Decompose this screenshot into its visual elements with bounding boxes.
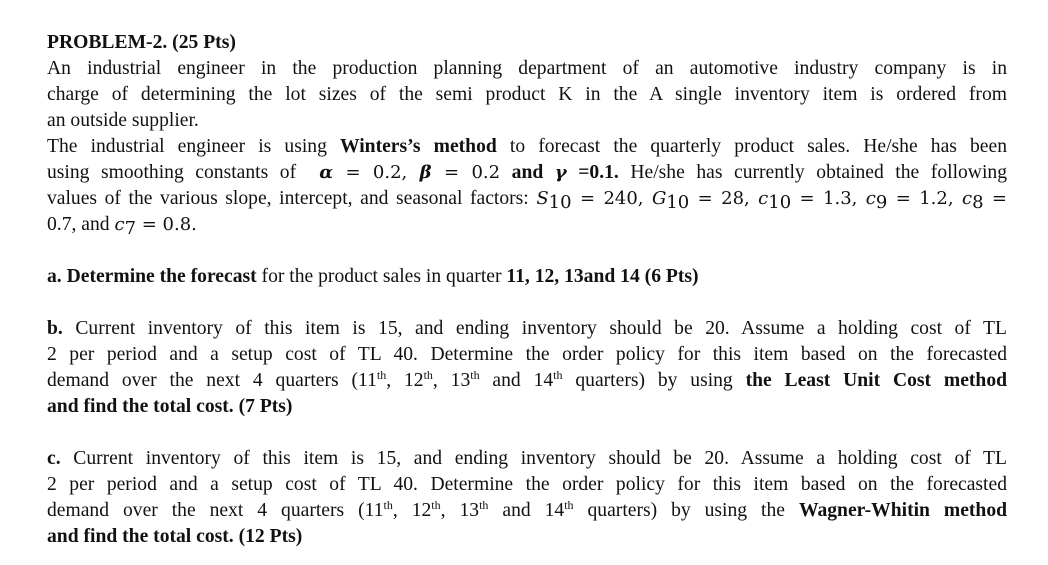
th-superscript: th [470, 368, 480, 382]
part-a [47, 264, 1007, 290]
c7-value: = 0.8. [136, 214, 197, 235]
part-c-label: c. [47, 448, 61, 469]
part-a-text: for the product sales in quarter [256, 266, 507, 287]
part-b-q12: , 12 [386, 370, 424, 391]
c9-symbol: c [865, 188, 876, 209]
least-unit-cost-bold: the Least Unit Cost method [745, 370, 1008, 391]
intro-line-4 [47, 134, 1007, 160]
c9-value: = 1.2, [887, 188, 962, 209]
problem-title-text: PROBLEM-2. (25 Pts) [47, 32, 236, 53]
part-c-line-2: 2 per period and a setup cost of TL 40. Determine the order policy for this item based on the forecasted [47, 474, 1007, 495]
th-superscript: th [553, 368, 563, 382]
c8-value: = [983, 188, 1008, 209]
part-b-line-4 [47, 394, 1007, 420]
spacer [47, 290, 1007, 316]
beta-value: = 0.2 [431, 162, 501, 183]
part-b-l1: Current inventory of this item is 15, and ending inventory should be 20. Assume a holding cost of TL [62, 318, 1007, 339]
gamma-value: =0.1. [566, 162, 619, 183]
spacer [47, 420, 1007, 446]
intro-l4-rest: to forecast the quarterly product sales. He/she has been [496, 136, 1007, 157]
g-value: = 28, [689, 188, 759, 209]
part-b-l3b: quarters) by using [562, 370, 746, 391]
th-superscript: th [564, 498, 574, 512]
part-b-label: b. [47, 318, 63, 339]
part-a-quarters: 11, 12, 13and 14 (6 Pts) [506, 266, 699, 287]
and-bold: and [500, 162, 555, 183]
c10-subscript: 10 [768, 192, 792, 213]
th-superscript: th [431, 498, 441, 512]
part-b-l3a: demand over the next 4 quarters (11 [47, 370, 377, 391]
g-symbol: G [651, 188, 667, 209]
intro-l7-text: 0.7, and [47, 214, 115, 235]
gamma-symbol: γ [554, 162, 567, 183]
part-b-line-3 [47, 368, 1007, 394]
part-c-line-3 [47, 498, 1007, 524]
part-b-q14: and 14 [479, 370, 554, 391]
s-subscript: 10 [548, 192, 572, 213]
winters-method-bold: Winters’s method [339, 136, 497, 157]
c7-subscript: 7 [124, 218, 137, 239]
spacer [47, 238, 1007, 264]
s-value: = 240, [571, 188, 652, 209]
part-a-label: a. [47, 266, 62, 287]
problem-document [47, 30, 1007, 550]
c8-subscript: 8 [972, 192, 984, 213]
problem-title [47, 30, 1007, 56]
part-b-l4: and find the total cost. (7 Pts) [47, 396, 293, 417]
part-c-l3b: quarters) by using the [573, 500, 799, 521]
part-c-q12: , 12 [392, 500, 432, 521]
part-c-l3a: demand over the next 4 quarters (11 [47, 500, 384, 521]
part-c-q14: and 14 [488, 500, 565, 521]
beta-symbol: β [419, 162, 432, 183]
intro-l4-text: The industrial engineer is using [47, 136, 340, 157]
part-b-line-1 [47, 316, 1007, 342]
intro-l5-text: using smoothing constants of [47, 162, 297, 183]
part-c-l1: Current inventory of this item is 15, and ending inventory should be 20. Assume a holding cost of TL [60, 448, 1007, 469]
alpha-value: = 0.2, [333, 162, 420, 183]
part-b-q13: , 13 [432, 370, 471, 391]
th-superscript: th [383, 498, 393, 512]
intro-line-6 [47, 186, 1007, 212]
part-c-q13: , 13 [440, 500, 480, 521]
g-subscript: 10 [666, 192, 690, 213]
c8-symbol: c [961, 188, 973, 209]
c10-symbol: c [758, 188, 769, 209]
th-superscript: th [376, 368, 387, 382]
wagner-whitin-bold: Wagner-Whitin method [798, 500, 1008, 521]
part-b-line-2: 2 per period and a setup cost of TL 40. Determine the order policy for this item based on the forecasted [47, 344, 1007, 365]
th-superscript: th [423, 368, 433, 382]
intro-l5-rest: He/she has currently obtained the following [618, 162, 1007, 183]
c7-symbol: c [114, 214, 125, 235]
intro-line-5 [47, 160, 1007, 186]
intro-line-3: an outside supplier. [47, 110, 199, 131]
intro-line-2: charge of determining the lot sizes of the semi product K in the A single inventory item is ordered from [47, 84, 1007, 105]
alpha-symbol: α [319, 162, 334, 183]
intro-line-7 [47, 212, 1007, 238]
intro-line-1: An industrial engineer in the production planning department of an automotive industry company is in [47, 58, 1007, 79]
part-c-l4: and find the total cost. (12 Pts) [47, 526, 303, 547]
part-c-line-4 [47, 524, 1007, 550]
s-symbol: S [536, 188, 549, 209]
part-c-line-1 [47, 446, 1007, 472]
part-a-bold: Determine the forecast [61, 266, 257, 287]
c10-value: = 1.3, [791, 188, 866, 209]
intro-l6-text: values of the various slope, intercept, and seasonal factors: [47, 188, 537, 209]
th-superscript: th [479, 498, 489, 512]
c9-subscript: 9 [875, 192, 888, 213]
